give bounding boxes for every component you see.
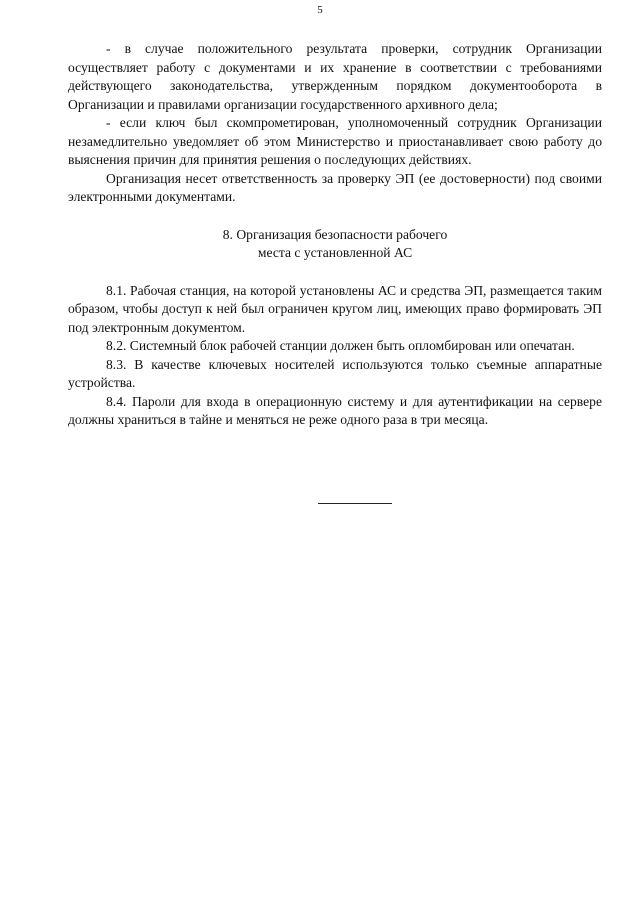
paragraph-8-2: 8.2. Системный блок рабочей станции должен быть опломбирован или опечатан.	[106, 338, 575, 353]
document-body	[68, 40, 602, 430]
paragraph-8-4: 8.4. Пароли для входа в операционную систему и для аутентификации на сервере должны храниться в тайне и меняться не реже одного раза в три месяца.	[68, 393, 602, 427]
paragraph-8-1: 8.1. Рабочая станция, на которой установлены АС и средства ЭП, размещается таким образом, чтобы доступ к ней был ограничен кругом лиц, имеющих право формировать ЭП под электронным документом.	[68, 282, 602, 335]
end-separator-line	[318, 503, 392, 504]
section-heading-line2: места с установленной АС	[257, 245, 413, 260]
paragraph-positive-check: - в случае положительного результата проверки, сотрудник Организации осуществляет работу с документами и их хранение в соответствии с требованиями действующего законодательства, утвержденным порядком документооборота в Организации и правилами организации государственного архивного дела;	[68, 41, 602, 112]
page-number: 5	[317, 4, 323, 16]
paragraph-responsibility: Организация несет ответственность за проверку ЭП (ее достоверности) под своими электронными документами.	[68, 170, 602, 204]
paragraph-compromised-key: - если ключ был скомпрометирован, уполномоченный сотрудник Организации незамедлительно уведомляет об этом Министерство и приостанавливает свою работу до выяснения причин для принятия решения о последующих действиях.	[68, 115, 602, 167]
section-heading-line1: 8. Организация безопасности рабочего	[222, 226, 448, 242]
paragraph-8-3: 8.3. В качестве ключевых носителей используются только съемные аппаратные устройства.	[68, 356, 602, 390]
section-heading	[68, 226, 602, 263]
